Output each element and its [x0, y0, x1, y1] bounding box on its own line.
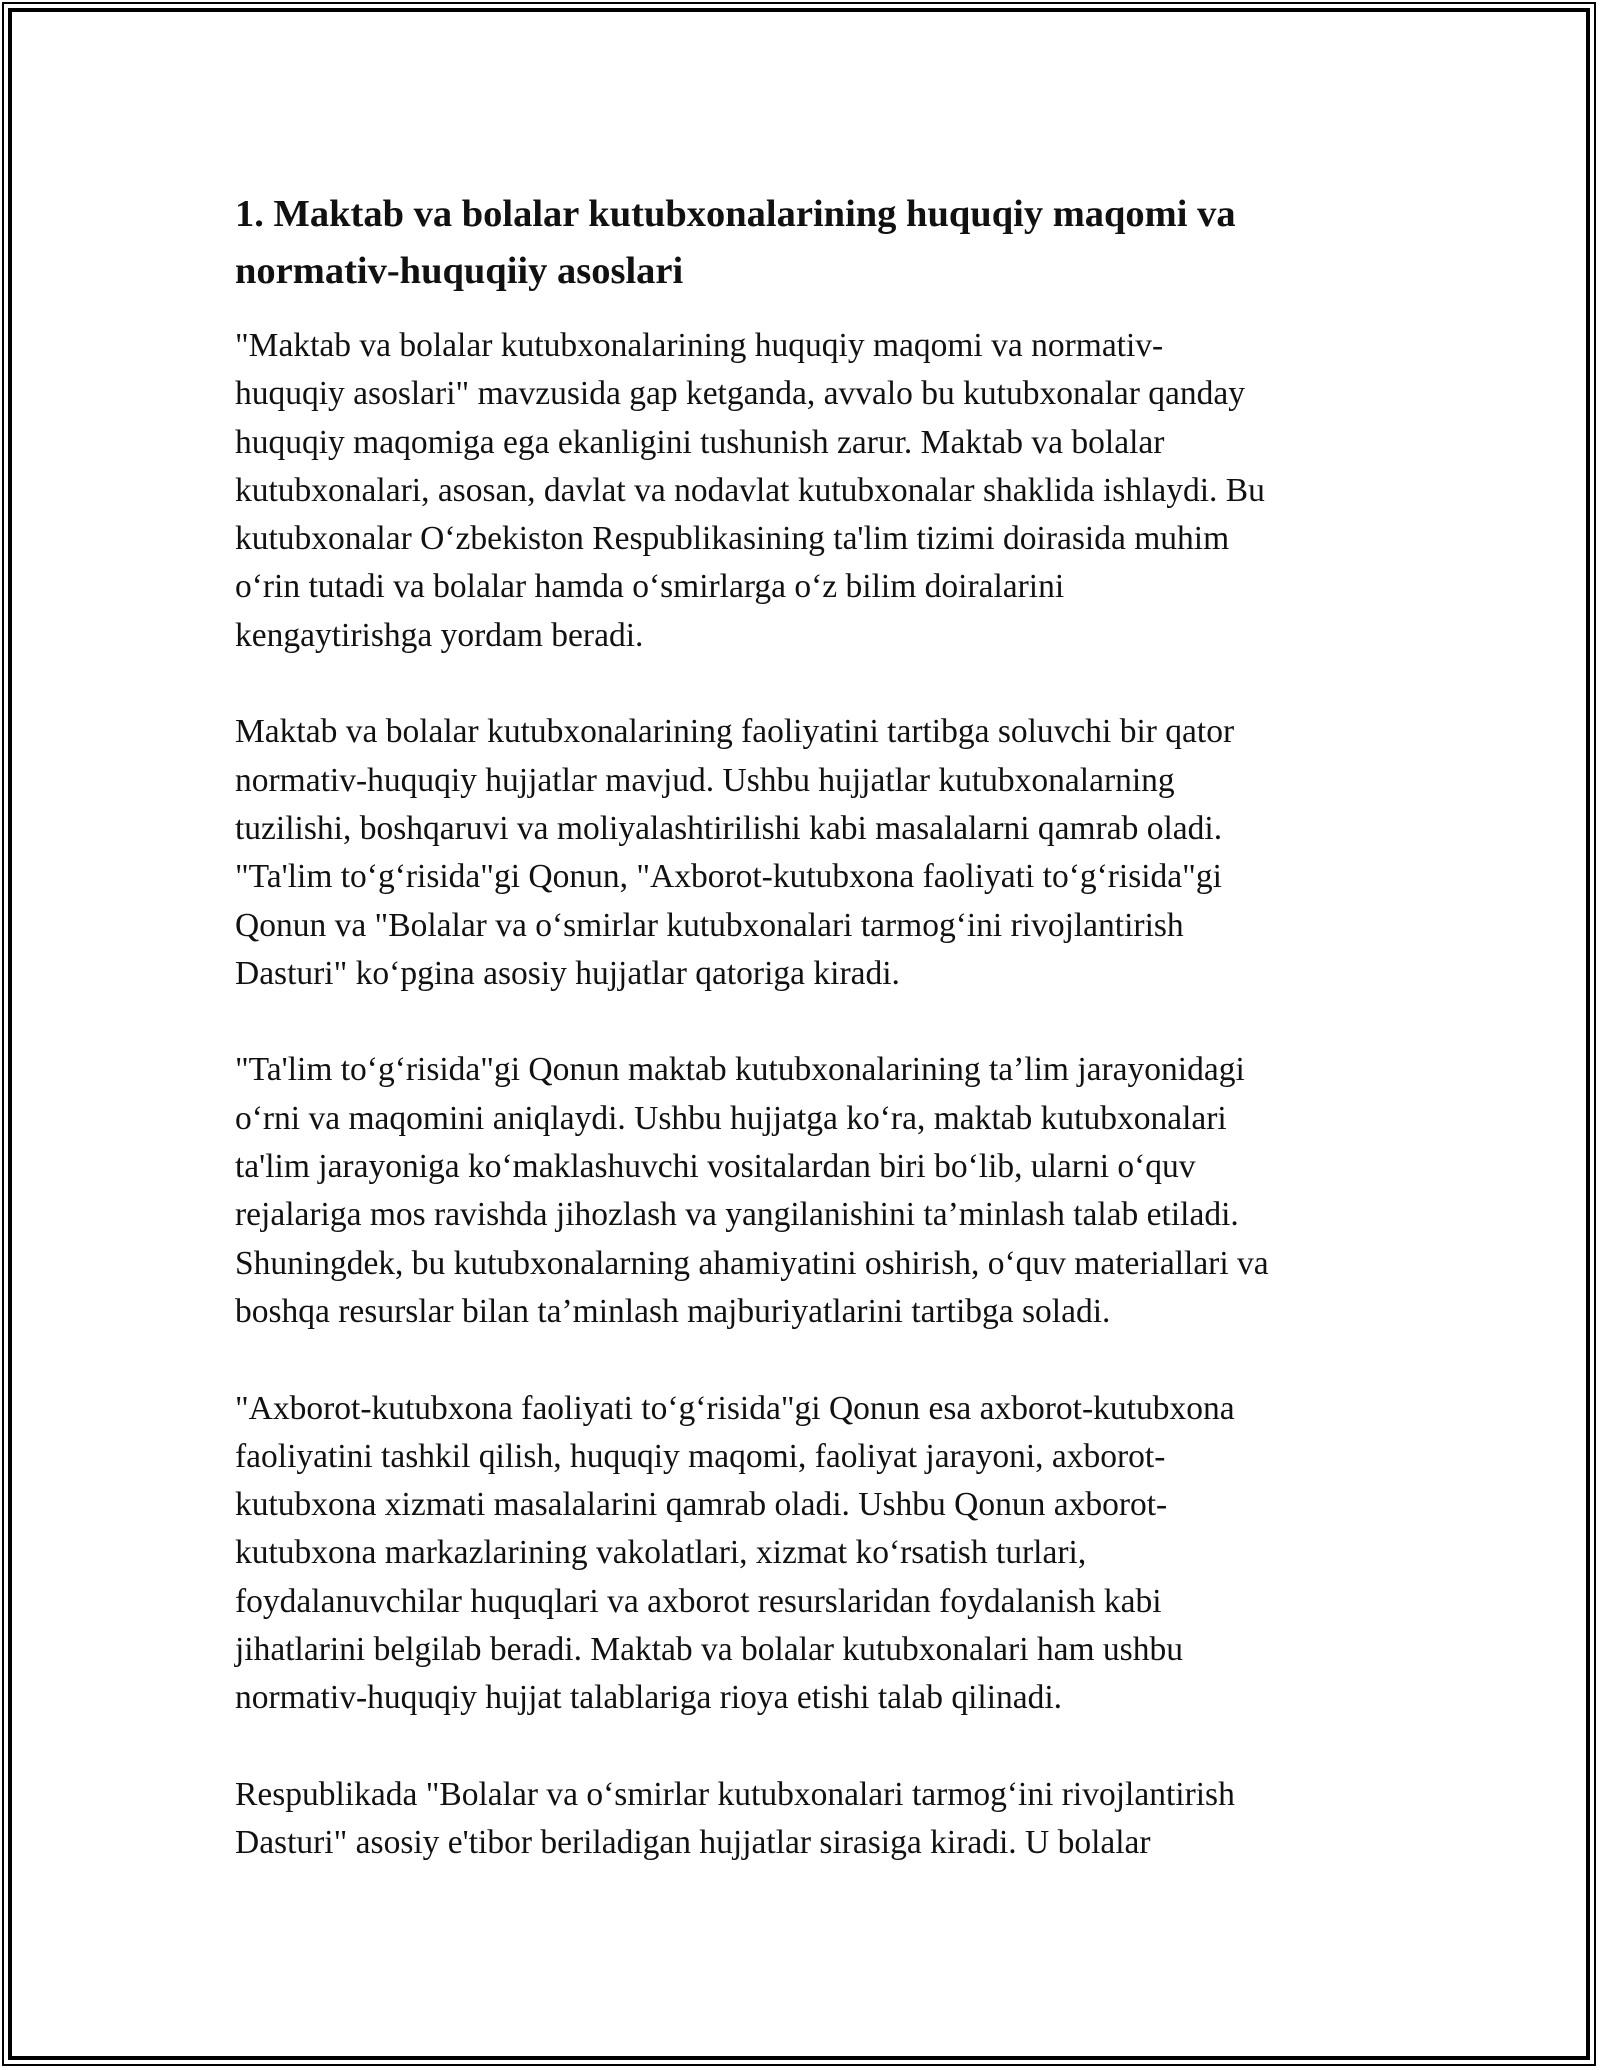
paragraph-2: Maktab va bolalar kutubxonalarining faoliyatini tartibga soluvchi bir qator normativ-huquqiy hujjatlar mavjud. Ushbu hujjatlar kutubxonalarning tuzilishi, boshqaruvi va moliyalashtirilishi kabi masalalarni qamrab oladi. "Ta'lim to‘g‘risida"gi Qonun, "Axborot-kutubxona faoliyati to‘g‘risida"gi Qonun va "Bolalar va o‘smirlar kutubxonalari tarmog‘ini rivojlantirish Dasturi" ko‘pgina asosiy hujjatlar qatoriga kiradi.	[235, 713, 1235, 992]
section-heading: 1. Maktab va bolalar kutubxonalarining huquqiy maqomi va normativ-huquqiiy asoslari	[235, 193, 1236, 292]
paragraph-4: "Axborot-kutubxona faoliyati to‘g‘risida"gi Qonun esa axborot-kutubxona faoliyatini tashkil qilish, huquqiy maqomi, faoliyat jarayoni, axborot- kutubxona xizmati masalalarini qamrab oladi. Ushbu Qonun axborot- kutubxona markazlarining vakolatlari, xizmat ko‘rsatish turlari, foydalanuvchilar huquqlari va axborot resurslaridan foydalanish kabi jihatlarini belgilab beradi. Maktab va bolalar kutubxonalari ham ushbu normativ-huquqiy hujjat talablariga rioya etishi talab qilinadi.	[235, 1389, 1235, 1717]
paragraph-3: "Ta'lim to‘g‘risida"gi Qonun maktab kutubxonalarining ta’lim jarayonidagi o‘rni va maqomini aniqlaydi. Ushbu hujjatga ko‘ra, maktab kutubxonalari ta'lim jarayoniga ko‘maklashuvchi vositalardan biri bo‘lib, ularni o‘quv rejalariga mos ravishda jihozlash va yangilanishini ta’minlash talab etiladi. Shuningdek, bu kutubxonalarning ahamiyatini oshirish, o‘quv materiallari va boshqa resurslar bilan ta’minlash majburiyatlarini tartibga soladi.	[235, 1051, 1269, 1330]
document-body	[235, 186, 1375, 1916]
paragraph-1: "Maktab va bolalar kutubxonalarining huquqiy maqomi va normativ- huquqiy asoslari" mavzusida gap ketganda, avvalo bu kutubxonalar qanday huquqiy maqomiga ega ekanligini tushunish zarur. Maktab va bolalar kutubxonalari, asosan, davlat va nodavlat kutubxonalar shaklida ishlaydi. Bu kutubxonalar O‘zbekiston Respublikasining ta'lim tizimi doirasida muhim o‘rin tutadi va bolalar hamda o‘smirlarga o‘z bilim doiralarini kengaytirishga yordam beradi.	[235, 327, 1265, 654]
paragraph-5: Respublikada "Bolalar va o‘smirlar kutubxonalari tarmog‘ini rivojlantirish Dasturi" asosiy e'tibor beriladigan hujjatlar sirasiga kiradi. U bolalar	[235, 1775, 1235, 1862]
